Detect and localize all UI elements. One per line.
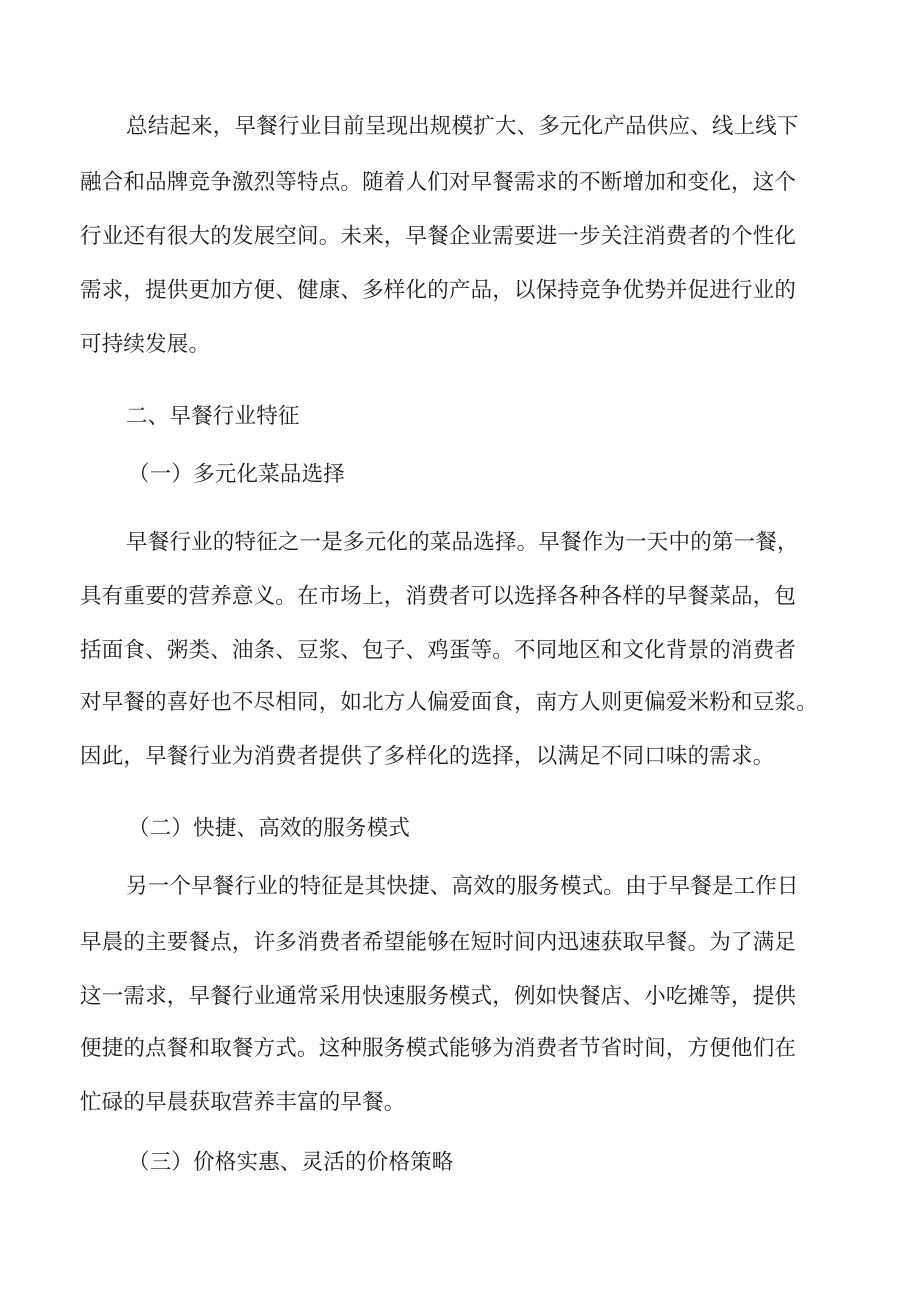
paragraph-line: 融合和品牌竞争激烈等特点。随着人们对早餐需求的不断增加和变化，这个 [80,170,797,195]
subsection-heading: （一）多元化菜品选择 [128,462,346,487]
subsection-heading: （二）快捷、高效的服务模式 [128,816,411,841]
paragraph-line: 早晨的主要餐点，许多消费者希望能够在短时间内迅速获取早餐。为了满足 [80,930,797,955]
paragraph-line: 另一个早餐行业的特征是其快捷、高效的服务模式。由于早餐是工作日 [126,874,799,899]
paragraph-line: 早餐行业的特征之一是多元化的菜品选择。早餐作为一天中的第一餐， [126,530,799,555]
paragraph-line: 括面食、粥类、油条、豆浆、包子、鸡蛋等。不同地区和文化背景的消费者 [80,638,797,663]
paragraph-line: 这一需求，早餐行业通常采用快速服务模式，例如快餐店、小吃摊等，提供 [80,984,797,1009]
paragraph-line: 总结起来，早餐行业目前呈现出规模扩大、多元化产品供应、线上线下 [126,114,799,139]
paragraph-line: 行业还有很大的发展空间。未来，早餐企业需要进一步关注消费者的个性化 [80,224,797,249]
paragraph-line: 具有重要的营养意义。在市场上，消费者可以选择各种各样的早餐菜品，包 [80,584,797,609]
paragraph-line: 对早餐的喜好也不尽相同，如北方人偏爱面食，南方人则更偏爱米粉和豆浆。 [80,690,818,715]
paragraph-line: 需求，提供更加方便、健康、多样化的产品，以保持竞争优势并促进行业的 [80,278,797,303]
paragraph-line: 忙碌的早晨获取营养丰富的早餐。 [80,1090,406,1115]
paragraph-line: 因此，早餐行业为消费者提供了多样化的选择，以满足不同口味的需求。 [80,744,775,769]
paragraph-line: 可持续发展。 [80,332,211,357]
subsection-heading: （三）价格实惠、灵活的价格策略 [128,1150,454,1175]
section-heading: 二、早餐行业特征 [126,404,300,429]
paragraph-line: 便捷的点餐和取餐方式。这种服务模式能够为消费者节省时间，方便他们在 [80,1036,797,1061]
